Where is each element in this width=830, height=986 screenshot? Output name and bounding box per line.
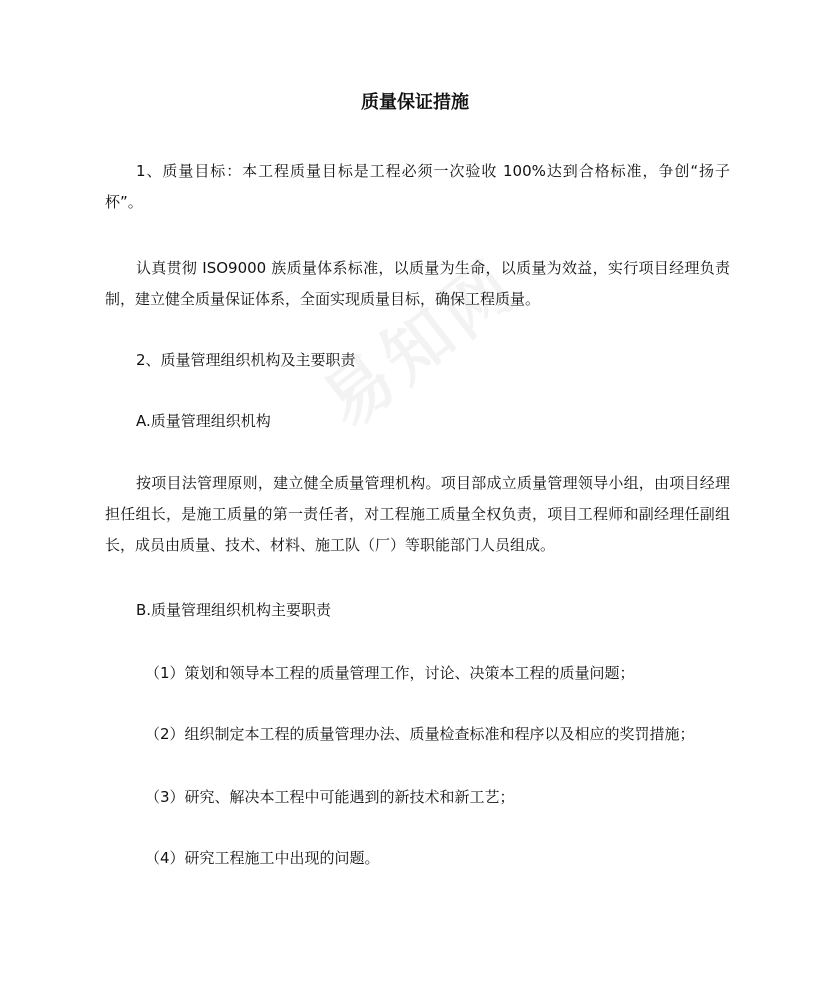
subsection-a-heading: A.质量管理组织机构: [136, 412, 271, 430]
quality-goal-paragraph: 1、质量目标：本工程质量目标是工程必须一次验收 100%达到合格标准，争创“扬子杯”。: [105, 162, 730, 211]
iso-standard-paragraph: 认真贯彻 ISO9000 族质量体系标准，以质量为生命，以质量为效益，实行项目经理负责制，建立健全质量保证体系，全面实现质量目标，确保工程质量。: [105, 259, 730, 308]
subsection-b-heading: B.质量管理组织机构主要职责: [136, 601, 332, 619]
duty-item: （1）策划和领导本工程的质量管理工作，讨论、决策本工程的质量问题；: [145, 664, 635, 682]
duty-item: （2）组织制定本工程的质量管理办法、质量检查标准和程序以及相应的奖罚措施；: [145, 725, 695, 743]
duty-item: （3）研究、解决本工程中可能遇到的新技术和新工艺；: [145, 788, 515, 806]
duty-item: （4）研究工程施工中出现的问题。: [145, 849, 380, 867]
organization-paragraph: 按项目法管理原则，建立健全质量管理机构。项目部成立质量管理领导小组，由项目经理担任组长，是施工质量的第一责任者，对工程施工质量全权负责，项目工程师和副经理任副组长，成员由质量、技术、材料、施工队（厂）等职能部门人员组成。: [105, 474, 730, 554]
section-2-heading: 2、质量管理组织机构及主要职责: [136, 351, 356, 369]
page-title: 质量保证措施: [361, 92, 469, 113]
